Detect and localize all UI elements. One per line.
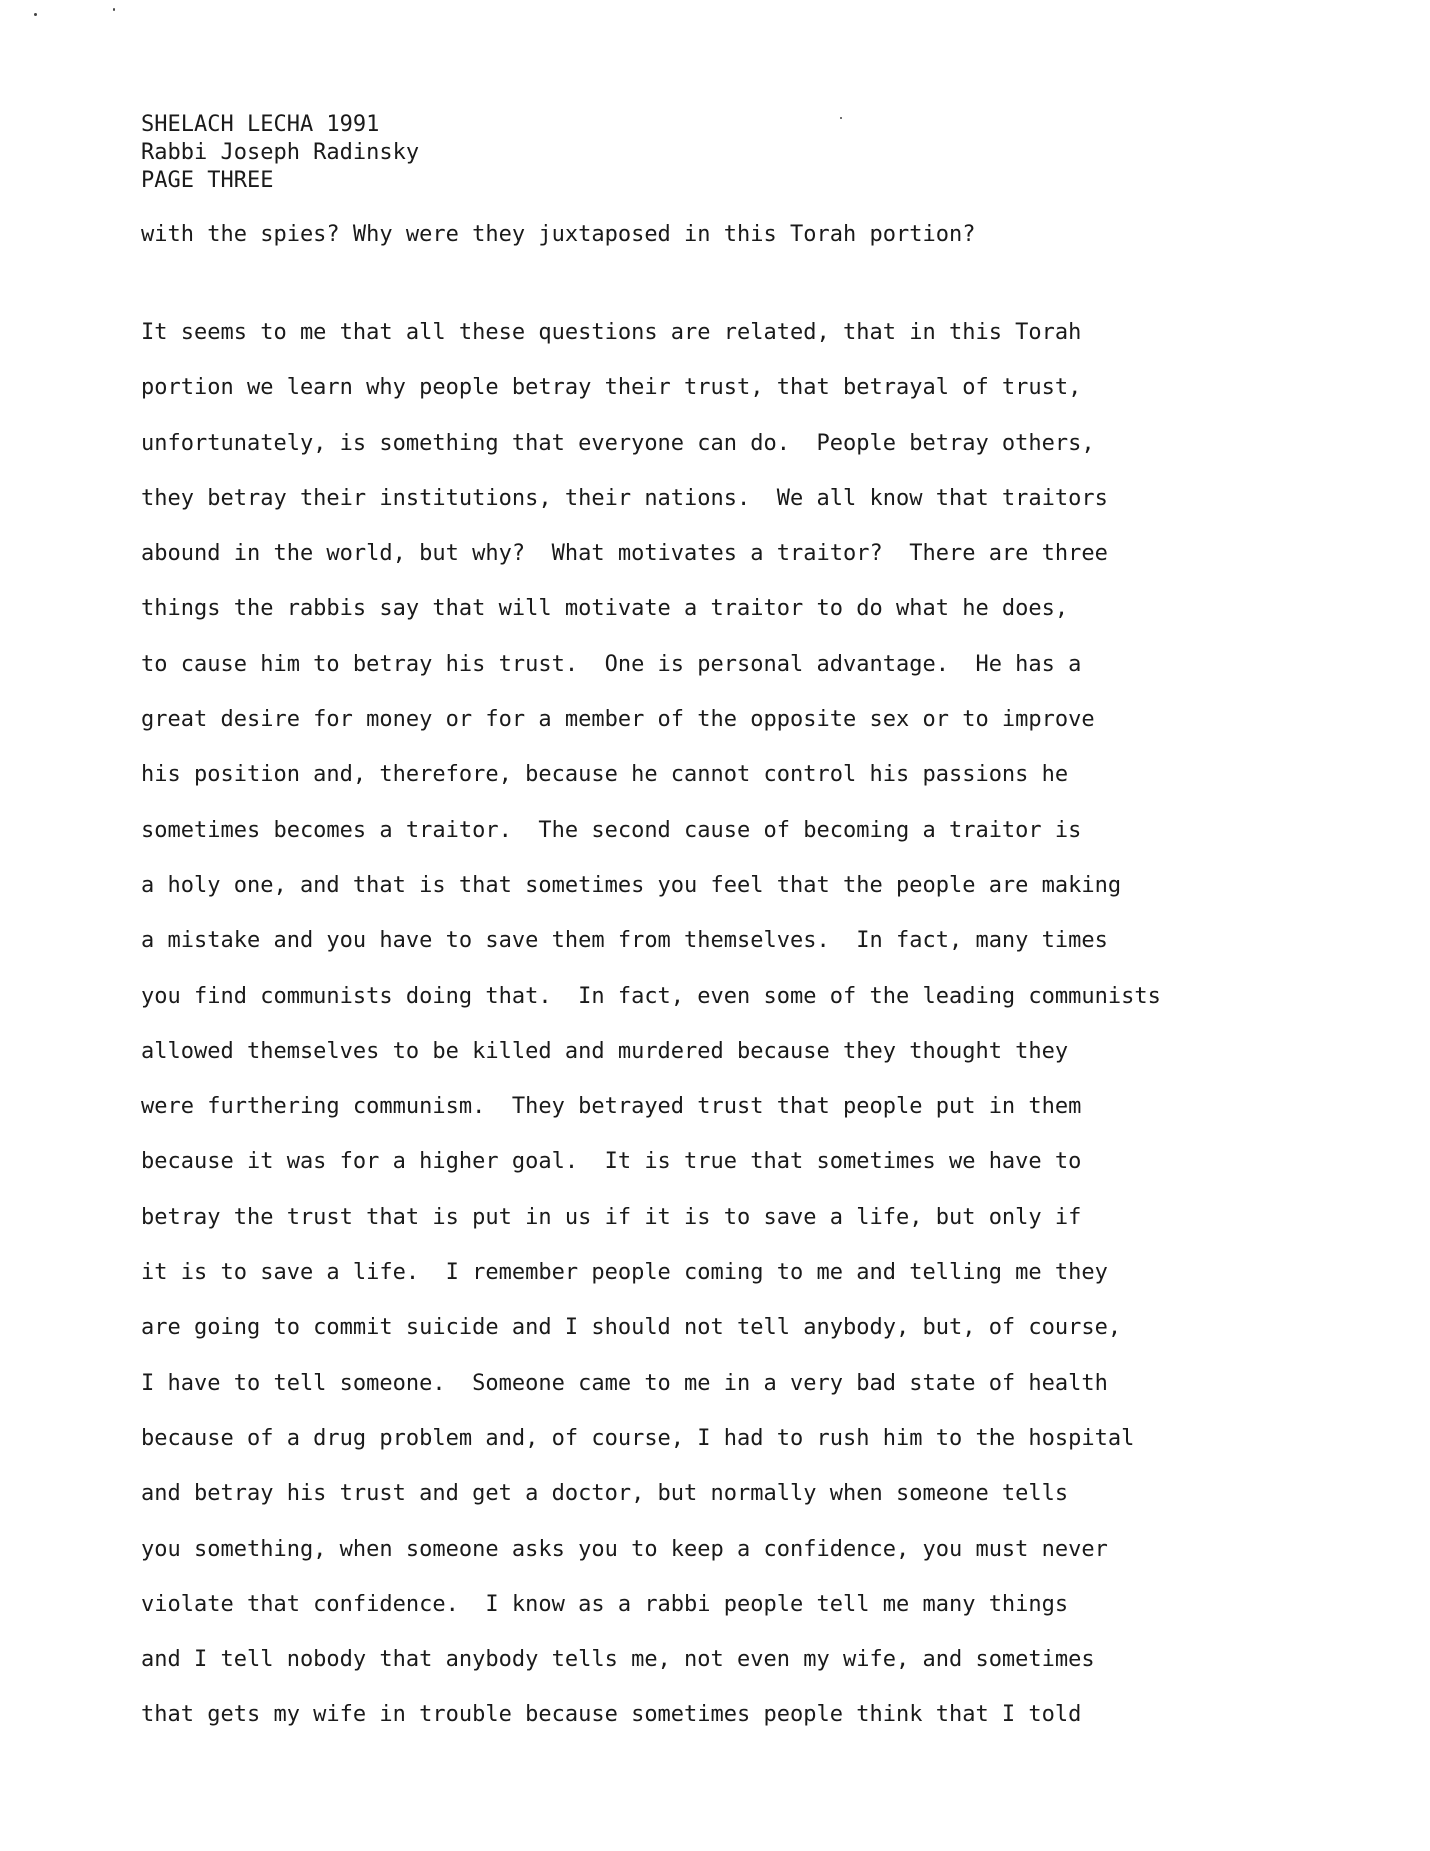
document-header: [141, 111, 419, 195]
text-line: things the rabbis say that will motivate a traitor to do what he does,: [141, 596, 1069, 622]
text-line: because it was for a higher goal. It is true that sometimes we have to: [141, 1149, 1082, 1175]
text-line: because of a drug problem and, of course, I had to rush him to the hospital: [141, 1425, 1135, 1451]
header-title: SHELACH LECHA 1991: [141, 112, 380, 137]
text-line: unfortunately, is something that everyone can do. People betray others,: [141, 430, 1095, 456]
text-line: It seems to me that all these questions are related, that in this Torah: [141, 320, 1082, 345]
text-line: and I tell nobody that anybody tells me, not even my wife, and sometimes: [141, 1647, 1095, 1673]
header-page-label: PAGE THREE: [141, 168, 274, 193]
text-line: it is to save a life. I remember people coming to me and telling me they: [141, 1260, 1108, 1286]
text-line: to cause him to betray his trust. One is personal advantage. He has a: [141, 651, 1082, 677]
text-line: violate that confidence. I know as a rabbi people tell me many things: [141, 1591, 1069, 1617]
header-author: Rabbi Joseph Radinsky: [141, 140, 420, 165]
text-line: abound in the world, but why? What motivates a traitor? There are three: [141, 541, 1108, 567]
text-line: were furthering communism. They betrayed trust that people put in them: [141, 1094, 1082, 1120]
text-line: you find communists doing that. In fact, even some of the leading communists: [141, 983, 1161, 1009]
continuation-line: with the spies? Why were they juxtaposed in this Torah portion?: [141, 222, 976, 247]
text-line: and betray his trust and get a doctor, but normally when someone tells: [141, 1481, 1069, 1507]
scan-speck: [113, 8, 115, 11]
text-line: his position and, therefore, because he cannot control his passions he: [141, 762, 1069, 788]
text-line: a holy one, and that is that sometimes you feel that the people are making: [141, 872, 1122, 898]
text-line: sometimes becomes a traitor. The second cause of becoming a traitor is: [141, 817, 1082, 843]
text-line: great desire for money or for a member of the opposite sex or to improve: [141, 707, 1095, 733]
text-line: allowed themselves to be killed and murdered because they thought they: [141, 1038, 1069, 1064]
text-line: are going to commit suicide and I should not tell anybody, but, of course,: [141, 1315, 1122, 1341]
text-line: I have to tell someone. Someone came to me in a very bad state of health: [141, 1370, 1108, 1396]
scan-speck: [840, 117, 842, 119]
text-line: betray the trust that is put in us if it is to save a life, but only if: [141, 1204, 1082, 1230]
text-line: that gets my wife in trouble because sometimes people think that I told: [141, 1702, 1082, 1728]
text-line: you something, when someone asks you to keep a confidence, you must never: [141, 1536, 1108, 1562]
text-line: a mistake and you have to save them from themselves. In fact, many times: [141, 928, 1108, 954]
body-text: [141, 305, 1161, 1743]
text-line: they betray their institutions, their nations. We all know that traitors: [141, 485, 1108, 511]
scan-speck: [34, 13, 37, 16]
text-line: portion we learn why people betray their trust, that betrayal of trust,: [141, 375, 1082, 401]
